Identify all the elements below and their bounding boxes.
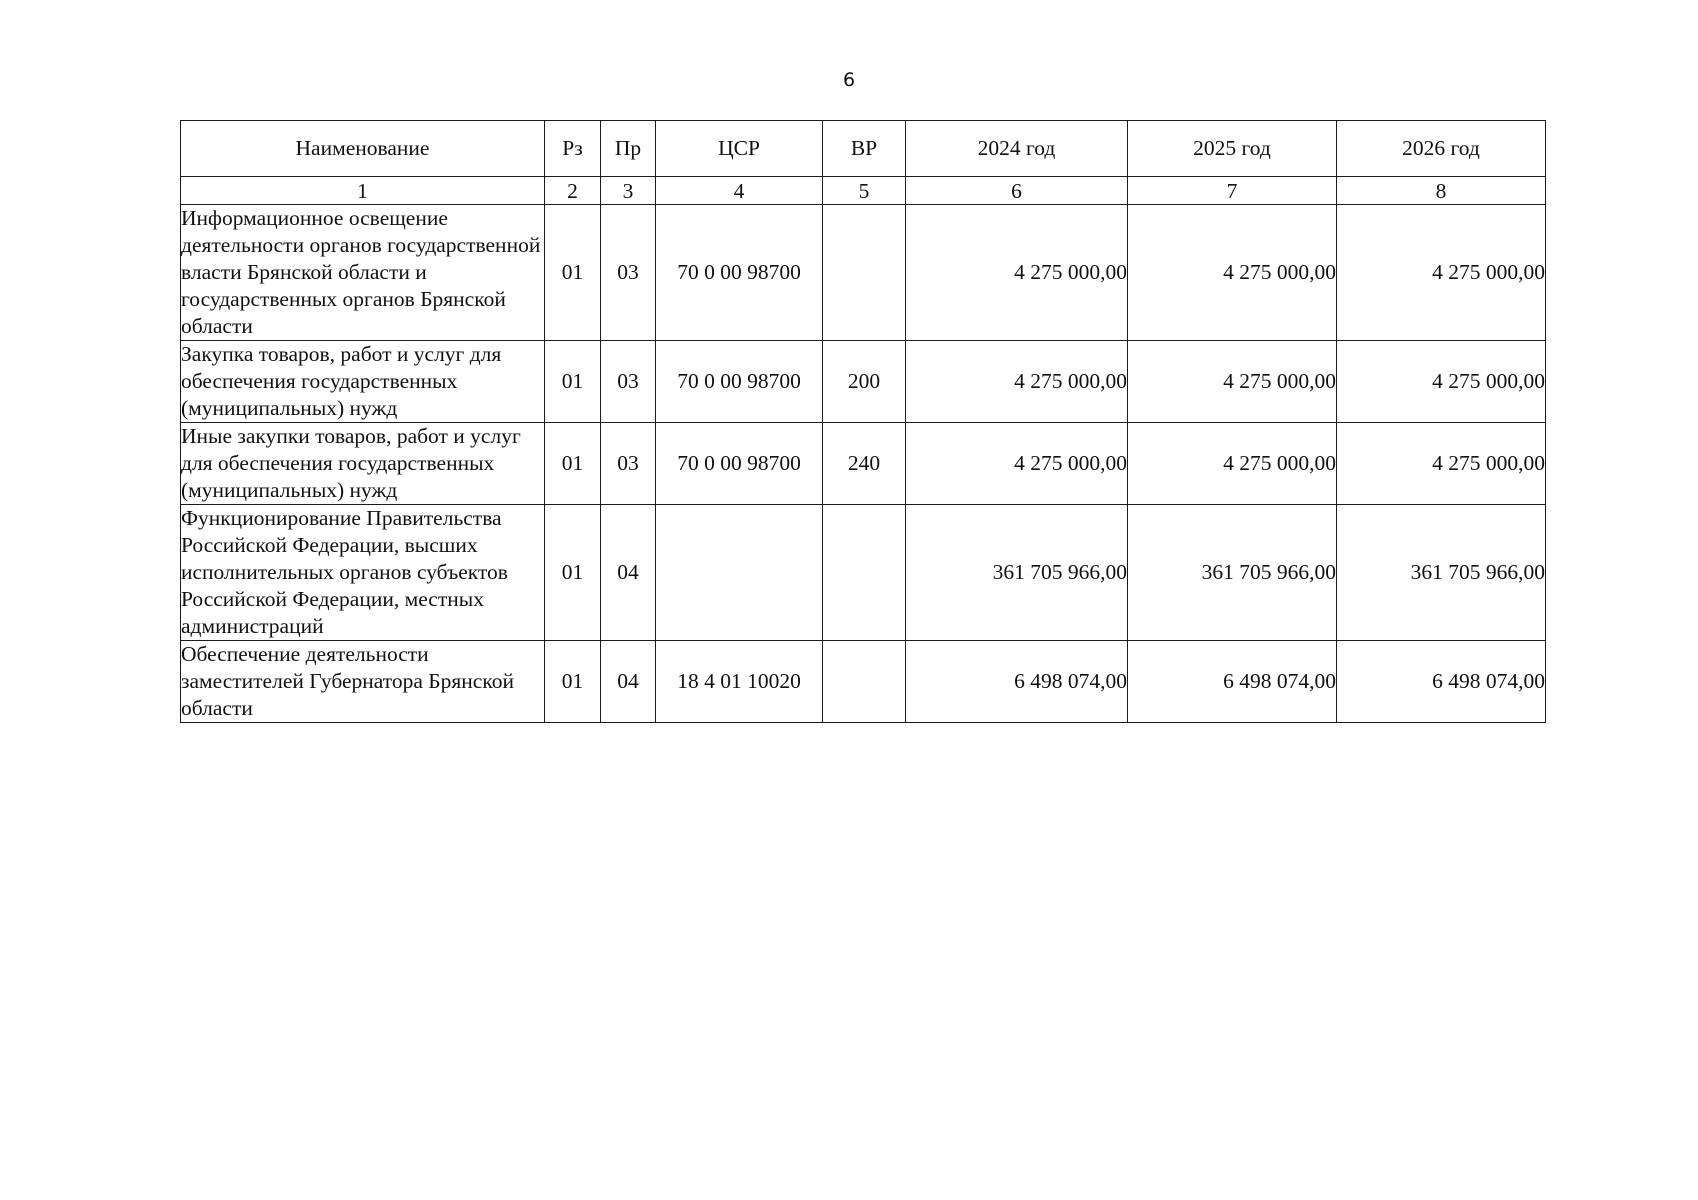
header-pr: Пр [601,121,656,177]
row-amount-2024: 6 498 074,00 [906,641,1128,723]
row-amount-2024: 4 275 000,00 [906,205,1128,341]
row-rz: 01 [545,423,601,505]
header-2026: 2026 год [1337,121,1546,177]
row-name: Обеспечение деятельности заместителей Губернатора Брянской области [181,641,545,723]
table-row [181,341,1546,423]
column-number: 7 [1128,177,1337,205]
row-vr [823,505,906,641]
row-amount-2026: 4 275 000,00 [1337,205,1546,341]
row-pr: 04 [601,505,656,641]
header-vr: ВР [823,121,906,177]
row-csr: 70 0 00 98700 [656,341,823,423]
header-csr: ЦСР [656,121,823,177]
header-2025: 2025 год [1128,121,1337,177]
row-name: Функционирование Правительства Российской Федерации, высших исполнительных органов субъектов Российской Федерации, местных администраций [181,505,545,641]
column-number: 8 [1337,177,1546,205]
budget-table [180,120,1546,723]
column-number: 1 [181,177,545,205]
column-number: 3 [601,177,656,205]
table-row [181,505,1546,641]
row-rz: 01 [545,341,601,423]
table-row [181,205,1546,341]
row-amount-2024: 4 275 000,00 [906,341,1128,423]
row-pr: 04 [601,641,656,723]
row-amount-2026: 6 498 074,00 [1337,641,1546,723]
row-csr: 70 0 00 98700 [656,205,823,341]
row-vr [823,205,906,341]
row-rz: 01 [545,505,601,641]
row-pr: 03 [601,205,656,341]
row-amount-2024: 361 705 966,00 [906,505,1128,641]
header-name: Наименование [181,121,545,177]
column-number: 2 [545,177,601,205]
row-amount-2025: 4 275 000,00 [1128,423,1337,505]
column-number-row [181,177,1546,205]
row-pr: 03 [601,423,656,505]
row-rz: 01 [545,205,601,341]
row-amount-2025: 4 275 000,00 [1128,341,1337,423]
page-number: 6 [842,69,856,91]
row-csr: 18 4 01 10020 [656,641,823,723]
row-vr [823,641,906,723]
row-name: Закупка товаров, работ и услуг для обеспечения государственных (муниципальных) нужд [181,341,545,423]
header-2024: 2024 год [906,121,1128,177]
row-vr: 240 [823,423,906,505]
row-csr [656,505,823,641]
table-row [181,423,1546,505]
row-amount-2025: 4 275 000,00 [1128,205,1337,341]
column-number: 4 [656,177,823,205]
header-rz: Рз [545,121,601,177]
row-amount-2026: 361 705 966,00 [1337,505,1546,641]
row-csr: 70 0 00 98700 [656,423,823,505]
row-amount-2025: 6 498 074,00 [1128,641,1337,723]
row-vr: 200 [823,341,906,423]
row-rz: 01 [545,641,601,723]
row-amount-2025: 361 705 966,00 [1128,505,1337,641]
row-amount-2026: 4 275 000,00 [1337,341,1546,423]
table-row [181,641,1546,723]
column-number: 5 [823,177,906,205]
row-amount-2024: 4 275 000,00 [906,423,1128,505]
header-row [181,121,1546,177]
row-pr: 03 [601,341,656,423]
row-amount-2026: 4 275 000,00 [1337,423,1546,505]
row-name: Информационное освещение деятельности органов государственной власти Брянской области и государственных органов Брянской области [181,205,545,341]
row-name: Иные закупки товаров, работ и услуг для обеспечения государственных (муниципальных) нужд [181,423,545,505]
column-number: 6 [906,177,1128,205]
